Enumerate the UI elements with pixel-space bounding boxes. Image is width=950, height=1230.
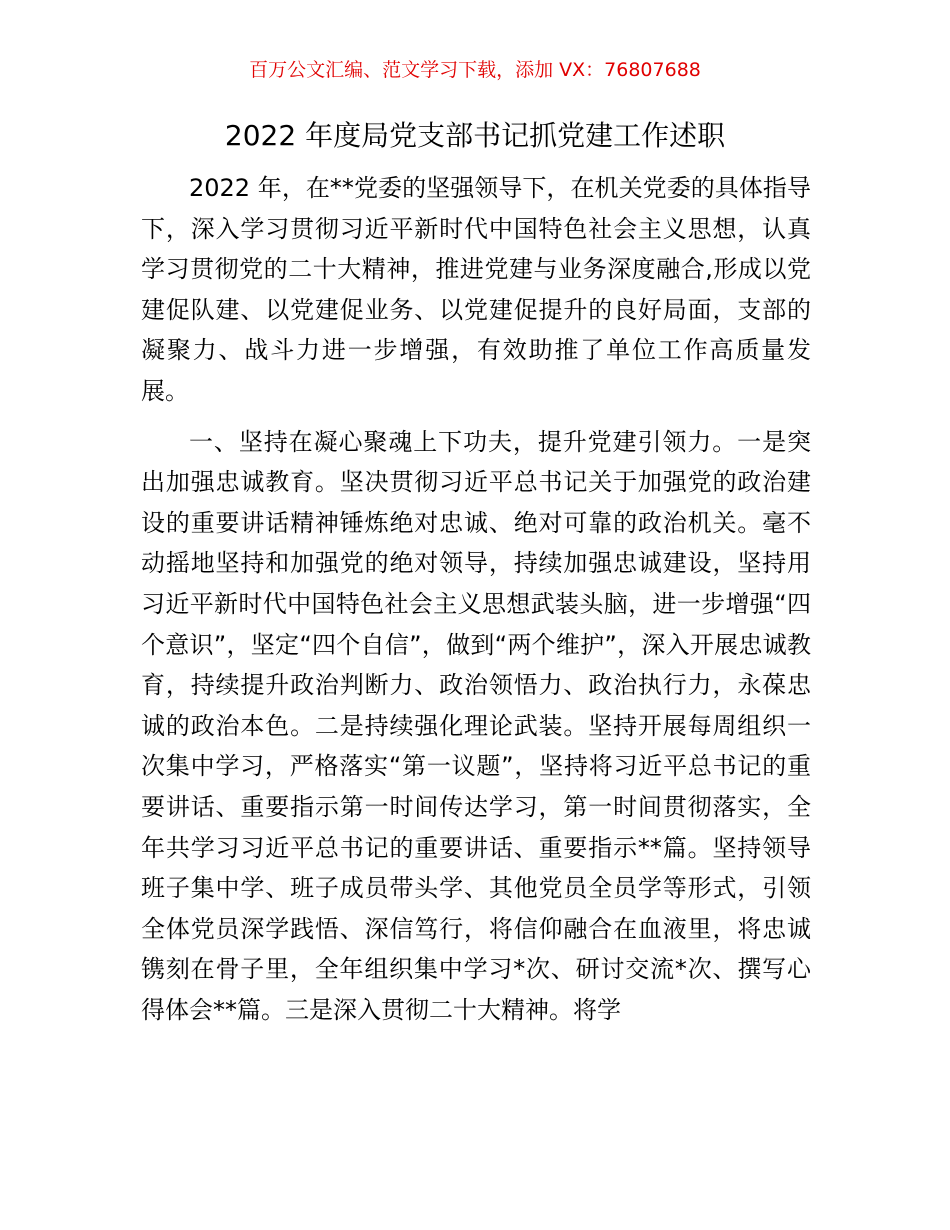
paragraph-intro: 2022 年，在**党委的坚强领导下，在机关党委的具体指导下，深入学习贯彻习近平新时代中国特色社会主义思想，认真学习贯彻党的二十大精神，推进党建与业务深度融合,形成以党建促队建、以党建促业务、以党建促提升的良好局面，支部的凝聚力、战斗力进一步增强，有效助推了单位工作高质量发展。 [141, 174, 811, 405]
document-title: 2022 年度局党支部书记抓党建工作述职 [224, 119, 726, 152]
document-body [141, 168, 811, 1040]
paragraph-section-one: 一、坚持在凝心聚魂上下功夫，提升党建引领力。一是突出加强忠诚教育。坚决贯彻习近平总书记关于加强党的政治建设的重要讲话精神锤炼绝对忠诚、绝对可靠的政治机关。毫不动摇地坚持和加强党的绝对领导，持续加强忠诚建设，坚持用习近平新时代中国特色社会主义思想武装头脑，进一步增强“四个意识”，坚定“四个自信”，做到“两个维护”，深入开展忠诚教育，持续提升政治判断力、政治领悟力、政治执行力，永葆忠诚的政治本色。二是持续强化理论武装。坚持开展每周组织一次集中学习，严格落实“第一议题”，坚持将习近平总书记的重要讲话、重要指示第一时间传达学习，第一时间贯彻落实，全年共学习习近平总书记的重要讲话、重要指示**篇。坚持领导班子集中学、班子成员带头学、其他党员全员学等形式，引领全体党员深学践悟、深信笃行，将信仰融合在血液里，将忠诚镌刻在骨子里，全年组织集中学习*次、研讨交流*次、撰写心得体会**篇。三是深入贯彻二十大精神。将学 [141, 427, 811, 1024]
header-banner: 百万公文汇编、范文学习下载，添加 VX：76807688 [249, 59, 701, 81]
